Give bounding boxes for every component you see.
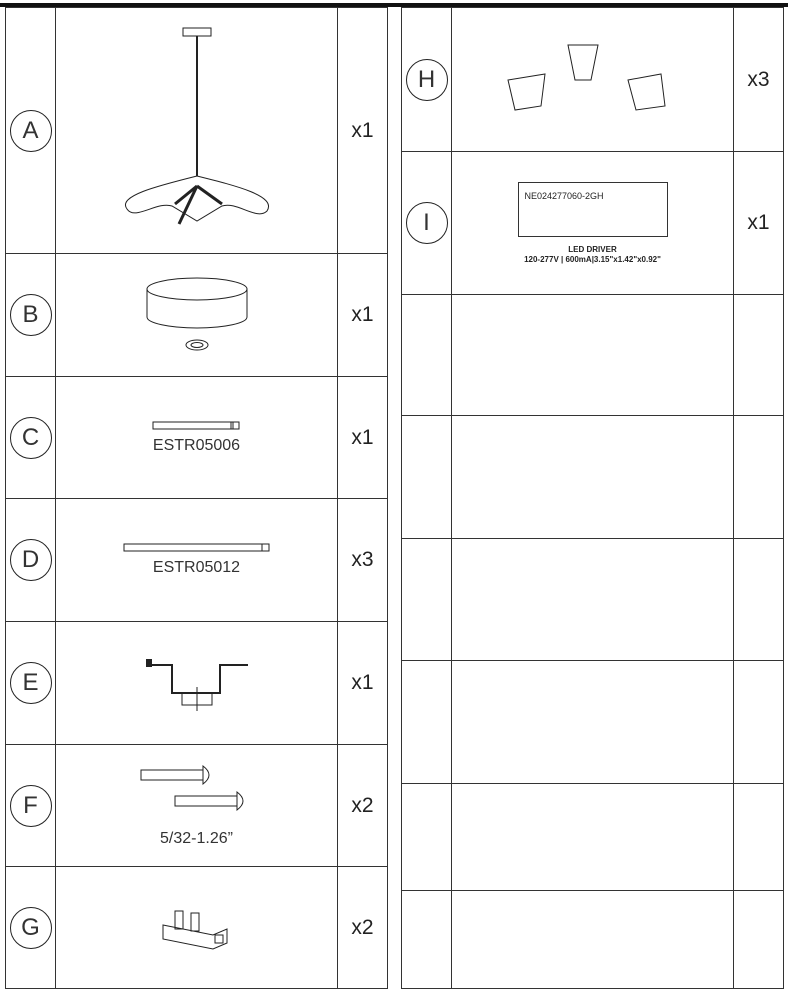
driver-spec: 120-277V | 600mA|3.15"x1.42"x0.92" [524, 255, 661, 264]
quantity: x1 [351, 303, 374, 326]
short-rod-icon [152, 421, 242, 431]
part-letter: I [406, 202, 448, 244]
part-letter: E [10, 662, 52, 704]
table-row [402, 152, 784, 295]
empty-row [402, 539, 784, 661]
part-letter: G [10, 907, 52, 949]
part-letter: A [10, 110, 52, 152]
quantity: x3 [351, 548, 374, 571]
long-rod-icon [123, 543, 271, 553]
driver-title: LED DRIVER [568, 245, 617, 254]
table-row [6, 254, 388, 377]
quantity: x2 [351, 793, 374, 817]
pendant-lamp-icon [117, 26, 277, 236]
screw-icon [137, 764, 257, 824]
quantity: x1 [747, 211, 770, 234]
canopy-ring-icon [142, 275, 252, 355]
quantity: x1 [351, 425, 374, 449]
part-code: ESTR05006 [152, 436, 241, 454]
empty-row [402, 416, 784, 539]
mounting-bracket-icon [142, 653, 252, 713]
table-row [6, 8, 388, 254]
part-code: ESTR05012 [152, 559, 241, 576]
empty-row [402, 891, 784, 989]
quantity: x2 [351, 915, 374, 939]
empty-row [402, 295, 784, 416]
table-row [6, 745, 388, 867]
parts-table-right [401, 7, 784, 989]
part-letter: F [10, 785, 52, 827]
empty-row [402, 661, 784, 784]
part-letter: D [10, 539, 52, 581]
part-letter: B [10, 294, 52, 336]
wire-connector-block-icon [157, 903, 237, 953]
table-row [6, 499, 388, 622]
empty-row [402, 784, 784, 891]
wire-nuts-icon [503, 40, 683, 120]
table-row [6, 377, 388, 499]
quantity: x3 [747, 68, 770, 91]
quantity: x1 [351, 118, 374, 142]
parts-table-left [5, 7, 388, 989]
part-code: 5/32-1.26” [160, 829, 233, 847]
table-row [6, 867, 388, 989]
quantity: x1 [351, 671, 374, 694]
table-row [402, 8, 784, 152]
part-letter: C [10, 417, 52, 459]
part-letter: H [406, 59, 448, 101]
driver-code: NE024277060-2GH [524, 191, 604, 201]
led-driver-icon [518, 182, 668, 237]
table-row [6, 622, 388, 745]
